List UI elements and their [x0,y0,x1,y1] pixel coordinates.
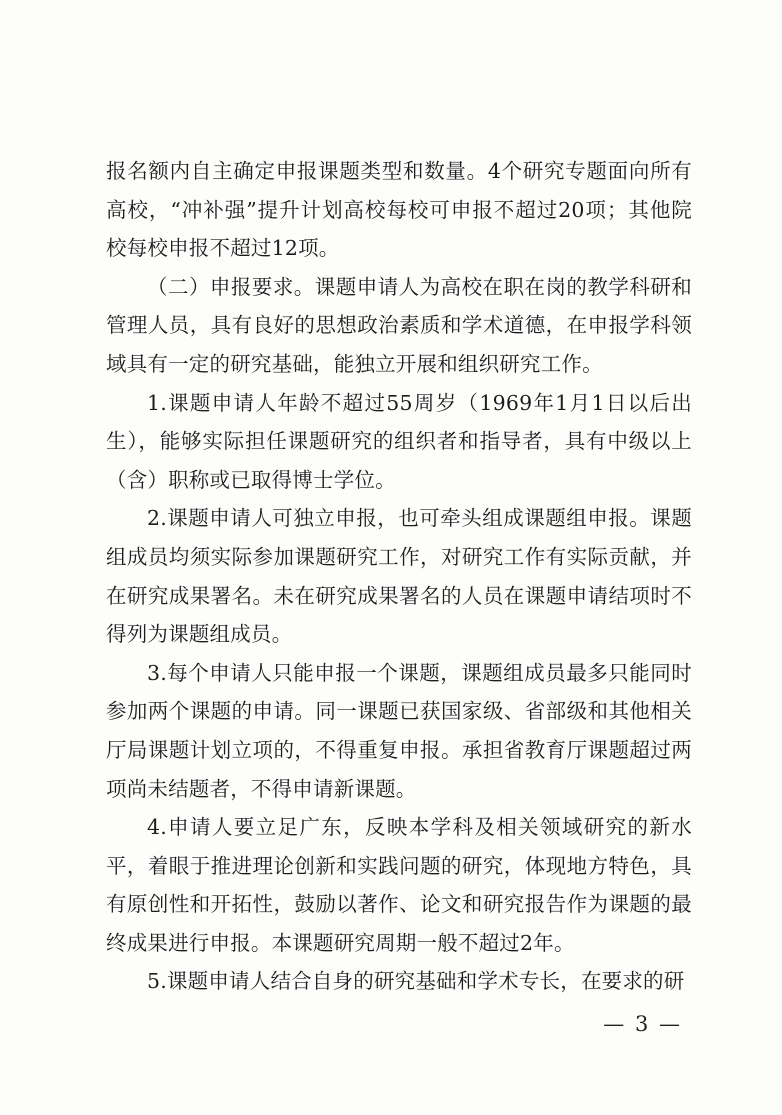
paragraph-item-5: 5.课题申请人结合自身的研究基础和学术专长，在要求的研 [147,969,685,994]
paragraph-item-1: 1.课题申请人年龄不超过55周岁（1969年1月1日以后出生），能够实际担任课题研究的组织者和指导者，具有中级以上（含）职称或已取得博士学位。 [106,390,692,492]
paragraph-item-3: 3.每个申请人只能申报一个课题，课题组成员最多只能同时参加两个课题的申请。同一课题已获国家级、省部级和其他相关厅局课题计划立项的，不得重复申报。承担省教育厅课题超过两项尚未结题者，不得申请新课题。 [106,660,692,801]
paragraph-application-requirements: （二）申报要求。课题申请人为高校在职在岗的教学科研和管理人员，具有良好的思想政治素质和学术道德，在申报学科领域具有一定的研究基础，能独立开展和组织研究工作。 [106,274,692,376]
paragraph-continuation: 报名额内自主确定申报课题类型和数量。4个研究专题面向所有高校，“冲补强”提升计划高校每校可申报不超过20项；其他院校每校申报不超过12项。 [106,159,692,261]
page-number: — 3 — [603,1012,682,1036]
paragraph-item-4: 4.申请人要立足广东，反映本学科及相关领域研究的新水平，着眼于推进理论创新和实践问题的研究，体现地方特色，具有原创性和开拓性，鼓励以著作、论文和研究报告作为课题的最终成果进行申报。本课题研究周期一般不超过2年。 [106,815,692,955]
document-body [106,152,692,1001]
paragraph-item-2: 2.课题申请人可独立申报，也可牵头组成课题组申报。课题组成员均须实际参加课题研究工作，对研究工作有实际贡献，并在研究成果署名。未在研究成果署名的人员在课题申请结项时不得列为课题组成员。 [106,506,692,647]
